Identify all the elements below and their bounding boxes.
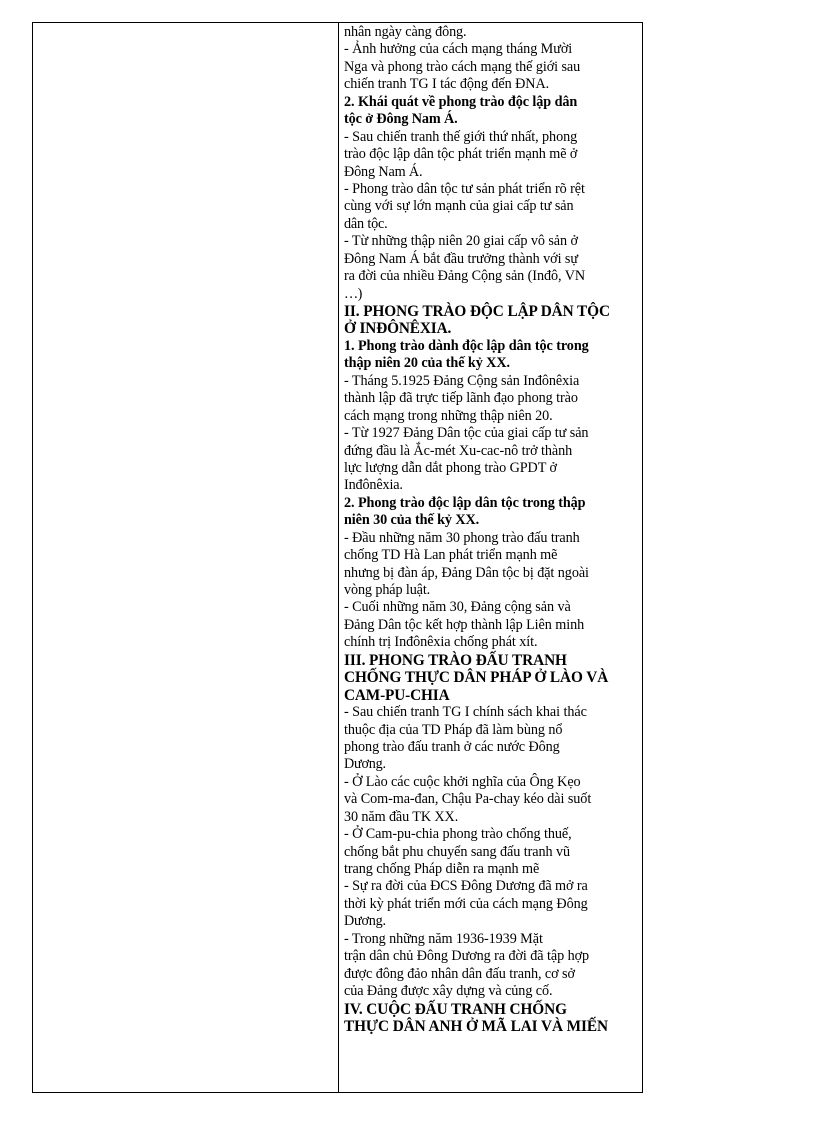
lesson-text [339, 23, 643, 1035]
text-line: cách mạng trong những thập niên 20. [344, 407, 553, 424]
text-line: của Đảng được xây dựng và củng cố. [344, 983, 553, 1000]
text-line: phong trào đấu tranh ở các nước Đông [344, 738, 560, 755]
text-line: lực lượng dẫn dắt phong trào GPDT ở [344, 459, 557, 476]
left-column-cell [33, 23, 338, 1092]
section-heading-line: CHỐNG THỰC DÂN PHÁP Ở LÀO VÀ [344, 669, 609, 687]
subheading-line: 2. Khái quát về phong trào độc lập dân [344, 93, 578, 110]
section-heading-line: CAM-PU-CHIA [344, 686, 450, 704]
section-heading-line: IV. CUỘC ĐẤU TRANH CHỐNG [344, 1000, 567, 1018]
text-line: chiến tranh TG I tác động đến ĐNA. [344, 76, 550, 93]
text-line: nhân ngày càng đông. [344, 24, 467, 40]
text-line: chính trị Inđônêxia chống phát xít. [344, 634, 538, 651]
text-line: - Đầu những năm 30 phong trào đấu tranh [344, 529, 580, 546]
subheading-line: niên 30 của thế kỷ XX. [344, 512, 480, 529]
text-line: Dương. [344, 756, 386, 773]
text-line: Đông Nam Á. [344, 163, 423, 180]
text-line: …) [344, 285, 362, 302]
text-line: ra đời của nhiều Đảng Cộng sản (Inđô, VN [344, 268, 586, 285]
text-line: - Ở Lào các cuộc khởi nghĩa của Ông Kẹo [344, 773, 581, 790]
text-line: - Sự ra đời của ĐCS Đông Dương đã mở ra [344, 878, 588, 895]
text-line: Đảng Dân tộc kết hợp thành lập Liên minh [344, 616, 585, 633]
section-heading-line: THỰC DÂN ANH Ở MÃ LAI VÀ MIẾN [344, 1017, 608, 1035]
text-line: Dương. [344, 913, 386, 930]
text-line: thuộc địa của TD Pháp đã làm bùng nổ [344, 721, 563, 738]
text-line: thời kỳ phát triển mới của cách mạng Đông [344, 895, 588, 912]
text-line: Nga và phong trào cách mạng thế giới sau [344, 58, 581, 75]
text-line: Inđônêxia. [344, 477, 403, 494]
text-line: trận dân chủ Đông Dương ra đời đã tập hợp [344, 948, 590, 965]
text-line: - Phong trào dân tộc tư sản phát triển rõ rệt [344, 180, 585, 197]
text-line: và Com-ma-đan, Chậu Pa-chay kéo dài suốt [344, 791, 592, 808]
section-heading-line: II. PHONG TRÀO ĐỘC LẬP DÂN TỘC [344, 303, 610, 320]
text-line: trào độc lập dân tộc phát triển mạnh mẽ ở [344, 146, 578, 163]
text-line: - Sau chiến tranh thế giới thứ nhất, phong [344, 128, 578, 145]
subheading-line: thập niên 20 của thế kỷ XX. [344, 355, 510, 372]
text-line: - Cuối những năm 30, Đảng cộng sản và [344, 599, 571, 616]
subheading-line: 2. Phong trào độc lập dân tộc trong thập [344, 494, 586, 511]
text-line: 30 năm đầu TK XX. [344, 808, 459, 825]
text-line: - Trong những năm 1936-1939 Mặt [344, 930, 543, 947]
text-line: dân tộc. [344, 215, 388, 232]
section-heading-line: Ở INĐÔNÊXIA. [344, 320, 452, 338]
subheading-line: 1. Phong trào dành độc lập dân tộc trong [344, 337, 589, 354]
text-line: chống TD Hà Lan phát triển mạnh mẽ [344, 547, 558, 564]
text-line: vòng pháp luật. [344, 582, 431, 598]
right-column-cell [339, 23, 643, 1092]
text-line: - Từ 1927 Đảng Dân tộc của giai cấp tư sản [344, 425, 589, 442]
text-line: Đông Nam Á bắt đầu trưởng thành với sự [344, 250, 578, 267]
text-line: - Ảnh hưởng của cách mạng tháng Mười [344, 41, 573, 58]
text-line: được đông đảo nhân dân đấu tranh, cơ sở [344, 965, 575, 982]
text-line: trang chống Pháp diễn ra mạnh mẽ [344, 861, 540, 877]
section-heading-line: III. PHONG TRÀO ĐẤU TRANH [344, 651, 567, 669]
text-line: - Từ những thập niên 20 giai cấp vô sản ở [344, 233, 578, 250]
text-line: nhưng bị đàn áp, Đảng Dân tộc bị đặt ngoài [344, 564, 589, 581]
text-line: chống bắt phu chuyển sang đấu tranh vũ [344, 843, 571, 860]
text-line: - Tháng 5.1925 Đảng Cộng sản Inđônêxia [344, 372, 580, 389]
text-line: - Ở Cam-pu-chia phong trào chống thuế, [344, 826, 572, 843]
text-line: thành lập đã trực tiếp lãnh đạo phong trào [344, 390, 578, 407]
text-line: đứng đầu là Ắc-mét Xu-cac-nô trở thành [344, 442, 573, 459]
content-table [32, 22, 643, 1093]
text-line: - Sau chiến tranh TG I chính sách khai thác [344, 704, 587, 721]
subheading-line: tộc ở Đông Nam Á. [344, 111, 458, 128]
text-line: cùng với sự lớn mạnh của giai cấp tư sản [344, 198, 574, 215]
